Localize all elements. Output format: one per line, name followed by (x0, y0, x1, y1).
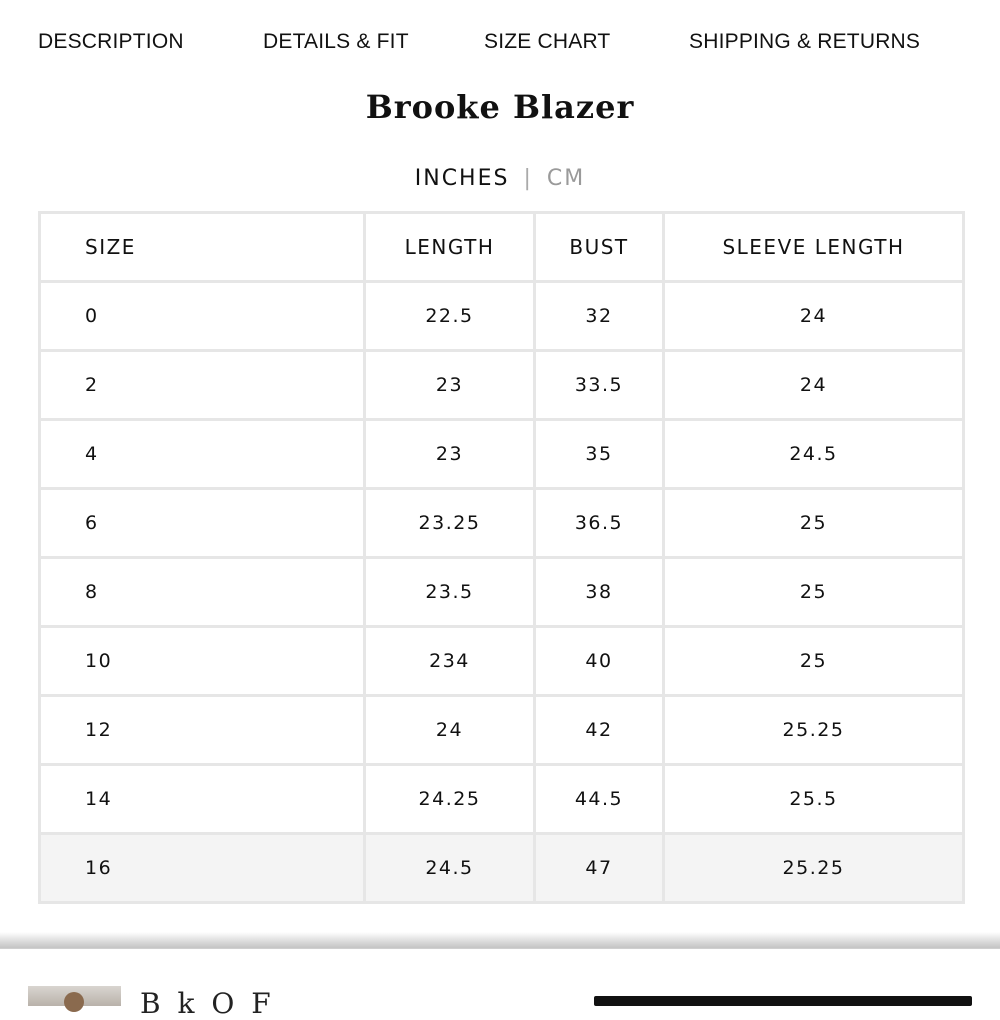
size-cell: 0 (40, 282, 365, 351)
sleeve-cell: 24 (664, 351, 964, 420)
size-cell: 10 (40, 627, 365, 696)
table-row (40, 696, 964, 765)
length-cell: 23 (365, 420, 535, 489)
header-length: LENGTH (365, 213, 535, 282)
size-cell: 2 (40, 351, 365, 420)
table-row (40, 765, 964, 834)
table-row (40, 351, 964, 420)
product-thumbnail (28, 986, 121, 1006)
sleeve-cell: 24.5 (664, 420, 964, 489)
tab-details-fit[interactable]: DETAILS & FIT (263, 30, 409, 53)
length-cell: 22.5 (365, 282, 535, 351)
sleeve-cell: 25.25 (664, 696, 964, 765)
table-row (40, 834, 964, 903)
product-title: Brooke Blazer (365, 88, 635, 126)
header-bust: BUST (535, 213, 664, 282)
table-row (40, 282, 964, 351)
table-row (40, 489, 964, 558)
length-cell: 24.5 (365, 834, 535, 903)
sticky-product-name: B k O F (140, 987, 275, 1020)
tab-description[interactable]: DESCRIPTION (38, 30, 184, 53)
size-cell: 6 (40, 489, 365, 558)
table-header-row (40, 213, 964, 282)
sleeve-cell: 25.25 (664, 834, 964, 903)
sleeve-cell: 25.5 (664, 765, 964, 834)
table-row (40, 558, 964, 627)
length-cell: 23 (365, 351, 535, 420)
header-sleeve-length: SLEEVE LENGTH (664, 213, 964, 282)
sleeve-cell: 25 (664, 627, 964, 696)
bust-cell: 33.5 (535, 351, 664, 420)
add-to-bag-button[interactable] (594, 996, 972, 1006)
length-cell: 234 (365, 627, 535, 696)
model-figure (64, 992, 84, 1012)
unit-inches-option[interactable]: INCHES (414, 166, 510, 191)
bust-cell: 38 (535, 558, 664, 627)
table-row (40, 420, 964, 489)
tab-shipping-returns[interactable]: SHIPPING & RETURNS (689, 30, 921, 53)
bust-cell: 35 (535, 420, 664, 489)
size-cell: 8 (40, 558, 365, 627)
sleeve-cell: 24 (664, 282, 964, 351)
product-tabs (38, 30, 962, 58)
size-cell: 16 (40, 834, 365, 903)
sleeve-cell: 25 (664, 558, 964, 627)
size-chart-table (38, 211, 965, 904)
bust-cell: 36.5 (535, 489, 664, 558)
unit-toggle (0, 166, 1000, 191)
length-cell: 24.25 (365, 765, 535, 834)
length-cell: 24 (365, 696, 535, 765)
bust-cell: 32 (535, 282, 664, 351)
tab-size-chart[interactable]: SIZE CHART (484, 30, 611, 53)
sticky-add-to-bag-bar (0, 948, 1000, 1020)
size-cell: 14 (40, 765, 365, 834)
length-cell: 23.5 (365, 558, 535, 627)
size-cell: 4 (40, 420, 365, 489)
bust-cell: 47 (535, 834, 664, 903)
header-size: SIZE (40, 213, 365, 282)
length-cell: 23.25 (365, 489, 535, 558)
unit-cm-option[interactable]: CM (546, 166, 586, 191)
table-row (40, 627, 964, 696)
unit-separator: | (523, 166, 533, 191)
bust-cell: 40 (535, 627, 664, 696)
size-cell: 12 (40, 696, 365, 765)
bust-cell: 44.5 (535, 765, 664, 834)
bust-cell: 42 (535, 696, 664, 765)
sleeve-cell: 25 (664, 489, 964, 558)
